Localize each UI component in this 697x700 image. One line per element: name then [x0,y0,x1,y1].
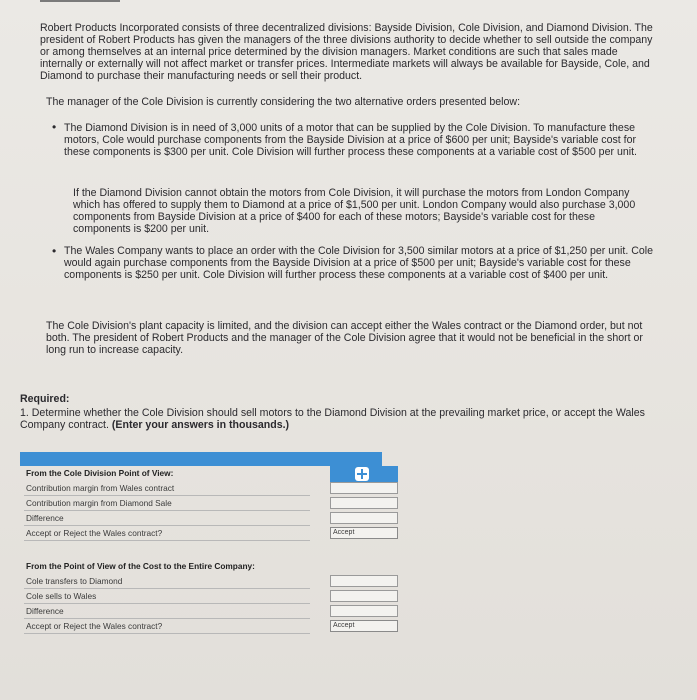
table-row [20,574,382,589]
required-title: Required: [20,393,70,405]
wales-margin-input[interactable] [330,482,398,494]
table-row [20,511,382,526]
wales-order-text: The Wales Company wants to place an order with the Cole Division for 3,500 similar motors at a price of $1,250 per unit. Cole would again purchase components from the Bayside Division at a price of $500 per unit; Bayside's variable cost for these components is $250 per unit. Cole Division will further process these components at a variable cost of $400 per unit. [64,245,654,281]
intro-paragraph: Robert Products Incorporated consists of three decentralized divisions: Bayside Division, Cole Division, and Diamond Division. The president of Robert Products has given the managers of the three divisions authority to decide whether to sell outside the company or among themselves at an internal price determined by the division managers. Market conditions are such that sales made internally or externally will not affect market or transfer prices. Intermediate markets will always be available for Bayside, Cole, and Diamond to purchase their manufacturing needs or sell their product. [40,22,653,82]
entire-company-table [20,559,382,634]
required-text [20,408,670,432]
row-label: Accept or Reject the Wales contract? [24,526,310,541]
row-label: Accept or Reject the Wales contract? [24,619,310,634]
add-row-button[interactable] [330,466,398,482]
row-label: Difference [24,511,310,526]
diamond-order-text: The Diamond Division is in need of 3,000 units of a motor that can be supplied by the Cole Division. To manufacture these motors, Cole would purchase components from the Bayside Division at a price of $600 per unit; Bayside's variable cost for these components is $300 per unit. Cole Division will further process these components at a variable cost of $500 per unit. [64,122,637,158]
bullet-dot: • [52,120,57,134]
table-row [20,496,382,511]
diamond-margin-input[interactable] [330,497,398,509]
required-emphasis: (Enter your answers in thousands.) [111,418,290,431]
table-header-row [20,559,382,574]
table-row [20,604,382,619]
company-difference-input[interactable] [330,605,398,617]
intro-paragraph-2: The manager of the Cole Division is currently considering the two alternative orders presented below: [46,96,521,108]
cole-division-table [20,452,382,541]
row-label: Difference [24,604,310,619]
top-divider [40,0,120,2]
table-row [20,619,382,634]
cole-transfers-input[interactable] [330,575,398,587]
row-label: Cole transfers to Diamond [24,574,310,589]
plus-icon[interactable] [355,467,369,481]
accept-reject-select[interactable]: Accept [330,620,398,632]
table-header-row [20,466,382,481]
cole-sells-input[interactable] [330,590,398,602]
row-label: Contribution margin from Wales contract [24,481,310,496]
row-label: Cole sells to Wales [24,589,310,604]
table-header-label: From the Cole Division Point of View: [26,468,174,478]
table-row [20,481,382,496]
row-label: Contribution margin from Diamond Sale [24,496,310,511]
table-row [20,589,382,604]
table-row [20,526,382,541]
difference-input[interactable] [330,512,398,524]
table-header-label: From the Point of View of the Cost to the Entire Company: [26,561,255,571]
diamond-followup-text: If the Diamond Division cannot obtain the motors from Cole Division, it will purchase the motors from London Company which has offered to supply them to Diamond at a price of $1,500 per unit. London Company would also purchase 3,000 components from Bayside Division at a price of $400 for each of these motors; Bayside's variable cost for these components is $200 per unit. [73,187,636,235]
required-instruction: 1. Determine whether the Cole Division should sell motors to the Diamond Division at the prevailing market price, or accept the Wales Company contract. [20,407,645,431]
accept-reject-select[interactable]: Accept [330,527,398,539]
bullet-dot: • [52,244,57,258]
capacity-paragraph: The Cole Division's plant capacity is limited, and the division can accept either the Wales contract or the Diamond order, but not both. The president of Robert Products and the manager of the Cole Division agree that it would not be beneficial in the short or long run to increase capacity. [46,320,643,356]
table-header-band [20,452,382,466]
